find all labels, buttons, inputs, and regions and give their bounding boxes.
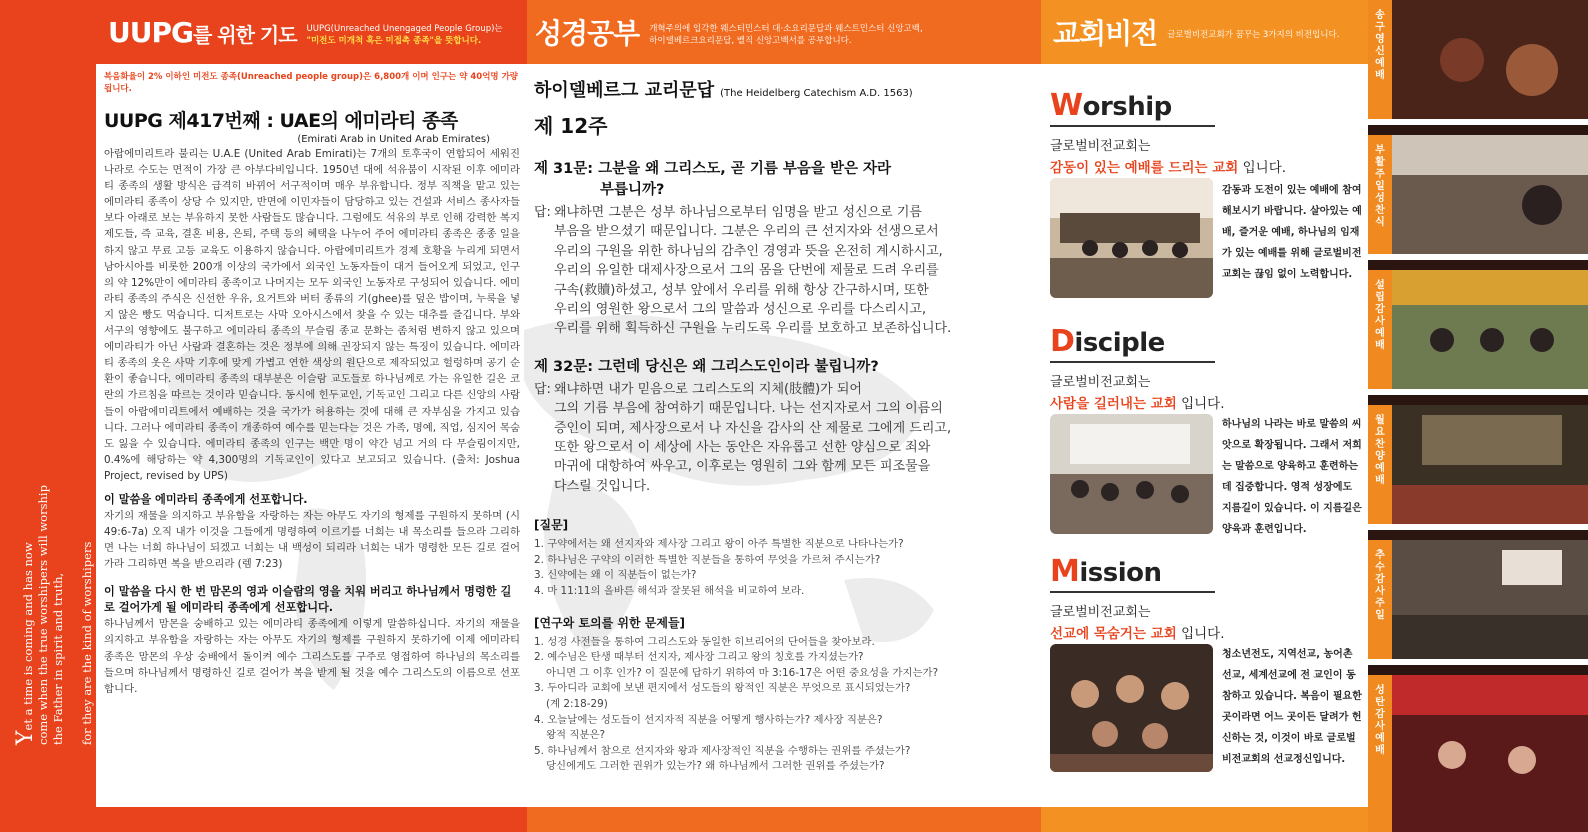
event-photo [1368, 270, 1588, 395]
answer-line: 마귀에 대항하여 싸우고, 이후로는 영원히 그와 함께 모든 피조물을 [554, 459, 931, 475]
footer-bar-red [96, 807, 527, 832]
event-photo-caption: 설립감사예배 [1375, 280, 1385, 351]
proclamation-text-2: 하나님께서 맘몬을 숭배하고 있는 에미라티 종족에게 이렇게 말씀하십니다. 자기의 재물을 의지하고 부유함을 자랑하는 자는 아무도 자기의 형제를 구원하지 못하기에 이제 에미라티 종족은 맘몬의 우상 숭배에서 돌이켜 예수 그리스도를 구주로 영접하여 하나님의 목소리를 들으며 하나님께서 명령하신 길로 걸어가 복을 받게 될 것을 예수 그리스도의 이름으로 선포합니다. [104, 618, 520, 695]
worship-heading [1050, 88, 1215, 127]
bible-study-sub [649, 23, 922, 47]
uupg-suffix: 를 위한 기도 [192, 22, 297, 47]
event-photo-image [1392, 405, 1588, 530]
disciple-desc: 하나님의 나라는 바로 말씀의 씨앗으로 확장됩니다. 그래서 저희는 말씀으로 양육하고 훈련하는데 집중합니다. 영적 성장에도 지름길이 있습니다. 이 지름길은 양육과 훈련입니다. [1222, 419, 1362, 535]
list-item [534, 681, 1004, 712]
disciple-line1: 글로벌비전교회는 [1050, 375, 1151, 390]
event-photo [1368, 0, 1588, 125]
answer-line: 우리의 유일한 대제사장으로서 그의 몸을 단번에 제물로 드려 우리를 [554, 263, 939, 279]
event-photo [1368, 135, 1588, 260]
answer-line: 증인이 되며, 제사장으로서 나 자신을 감사의 산 제물로 그에게 드리고, [554, 420, 952, 436]
worship-block [1050, 88, 1362, 280]
event-photo-image [1392, 540, 1588, 665]
question-32: 제 32문: 그런데 당신은 왜 그리스도인이라 불립니까? [534, 358, 879, 375]
disciple-highlight: 사람을 길러내는 교회 [1050, 396, 1177, 412]
list-item: 3. 신약에는 왜 이 직분들이 없는가? [534, 569, 697, 582]
answer-line: 우리를 위해 획득하신 구원을 누리도록 우리를 보호하고 보존하십니다. [554, 321, 952, 337]
left-verse-strip [0, 0, 109, 832]
mission-end: 입니다. [1176, 626, 1225, 642]
mission-desc: 청소년전도, 지역선교, 농어촌선교, 세계선교에 전 교인이 동참하고 있습니다. 복음이 필요한 곳이라면 어느 곳이든 달려가 헌신하는 것, 이것이 바로 글로벌 비전교회의 선교정신입니다. [1222, 649, 1362, 765]
disciple-line2 [1050, 392, 1358, 412]
uupg-header-title [108, 16, 297, 49]
question-line: 제 31문: 그분을 왜 그리스도, 곧 기름 부음을 받은 자라 [534, 161, 892, 177]
list-item [534, 650, 1004, 681]
uupg-subtitle: (Emirati Arab in United Arab Emirates) [297, 134, 490, 145]
answer-line: 또한 왕으로서 이 세상에 사는 동안은 자유롭고 선한 양심으로 죄와 [554, 440, 931, 456]
questions-list [534, 537, 1004, 599]
answer-label: 답: [534, 205, 551, 220]
list-line: 3. 두아디라 교회에 보낸 편지에서 성도들의 왕적인 직분은 무엇으로 표시되었는가? [534, 682, 911, 695]
list-line: (계 2:18-29) [546, 698, 608, 711]
list-item: 2. 하나님은 구약의 이러한 특별한 직분들을 통하여 무엇을 가르쳐 주시는가? [534, 553, 881, 566]
answer-31 [534, 203, 1004, 339]
study-list [534, 635, 1004, 775]
verse-line: et a time is coming and has now [21, 542, 35, 731]
verse-line: the Father in spirit and truth, [51, 572, 65, 745]
list-line: 왕적 직분은? [546, 729, 606, 742]
worship-cap: W [1050, 88, 1083, 123]
question-line: 부릅니까? [600, 182, 665, 198]
footer-bar-orange [527, 807, 1041, 832]
event-photo-label [1368, 0, 1392, 119]
disciple-heading [1050, 324, 1215, 363]
worship-line1: 글로벌비전교회는 [1050, 139, 1151, 154]
worship-desc: 감동과 도전이 있는 예배에 참여해보시기 바랍니다. 살아있는 예배, 즐거운 예배, 하나님의 임재가 있는 예배를 위해 글로벌비전교회는 끊임 없이 노력합니다. [1222, 185, 1362, 280]
disciple-rest: isciple [1074, 328, 1165, 358]
catechism-title [534, 76, 1004, 102]
vision-title: 교회비전 [1053, 17, 1158, 50]
answer-line: 왜냐하면 내가 믿음으로 그리스도의 지체(肢體)가 되어 [554, 381, 862, 397]
mission-line2 [1050, 622, 1358, 642]
vision-header [1041, 0, 1368, 64]
list-item: 1. 구약에서는 왜 선지자와 제사장 그리고 왕이 아주 특별한 직분으로 나타나는가? [534, 538, 904, 551]
event-photo-strip [1368, 0, 1588, 832]
questions-heading: [질문] [534, 518, 569, 533]
event-photo [1368, 540, 1588, 665]
uupg-header [96, 0, 527, 64]
event-photo-label [1368, 675, 1392, 832]
mission-heading [1050, 554, 1215, 593]
proclamation-text: 자기의 재물을 의지하고 부유함을 자랑하는 자는 아무도 자기의 형제를 구원하지 못하며 (시49:6-7a) 오직 내가 이것을 그들에게 명령하여 이르기를 너희는 내 목소리를 들으라 그리하면 나는 너희 하나님이 되겠고 너희는 내 백성이 되리라 너희는 내가 명령한 모든 길로 걸어가라 그리하면 복을 받으리라 (렘 7:23) [104, 509, 520, 571]
event-photo-label [1368, 405, 1392, 524]
event-photo-caption: 추수감사주일 [1375, 550, 1385, 621]
event-photo [1368, 405, 1588, 530]
verse-initial: Y [13, 730, 38, 745]
worship-rest: orship [1082, 92, 1172, 122]
proclamation-heading-2: 이 말씀을 다시 한 번 맘몬의 영과 이슬람의 영을 치워 버리고 하나님께서 명령한 길로 걸어가게 될 에미라티 종족에게 선포합니다. [104, 585, 512, 615]
answer-line: 그의 기름 부음에 참여하기 때문입니다. 나는 선지자로서 그의 이름의 [554, 401, 943, 417]
worship-end: 입니다. [1238, 160, 1287, 176]
answer-line: 다스릴 것입니다. [554, 478, 651, 494]
list-line: 당신에게도 그러한 권위가 있는가? 왜 하나님께서 그러한 권위를 주셨는가? [546, 760, 885, 773]
event-photo-caption: 송구영신예배 [1375, 10, 1385, 81]
vision-sub: 글로벌비전교회가 꿈꾸는 3가지의 비전입니다. [1167, 30, 1340, 40]
event-photo-image [1392, 0, 1588, 125]
disciple-photo-image [1050, 414, 1213, 534]
uupg-sub-line: "미전도 미개척 혹은 미접촉 종족"을 뜻합니다. [306, 36, 482, 46]
john-verse [13, 145, 111, 745]
answer-label: 답: [534, 381, 551, 397]
catechism-title-en: (The Heidelberg Catechism A.D. 1563) [720, 88, 913, 99]
uupg-note: 복음화율이 2% 이하인 미전도 종족(Unreached people group)은 6,800개 이며 인구는 약 40억명 가량 됩니다. [104, 72, 518, 94]
uupg-column [104, 70, 520, 697]
list-item: 1. 성경 사전들을 통하여 그리스도와 동일한 히브리어의 단어들을 찾아보라. [534, 635, 875, 648]
uupg-body: 아랍에미리트라 불리는 U.A.E (United Arab Emirati)는 7개의 토후국이 연합되어 세워진 나라로 수도는 면적이 가장 큰 아부다비입니다. 1950년 대에 석유붐이 시작된 이후 에미라티 종족의 생활 방식은 급격히 바뀌어 서구적이며 매우 부유합니다. 정부 직책을 맡고 있는 에미라티 종족이 상당 수 있지만, 반면에 이민자들이 담당하고 있는 건설과 서비스 종사자들보다 아래로 보는 부유하지 못한 사람들도 많습니다. 그럼에도 석유의 부로 인해 강력한 복지 제도들, 즉 교육, 결혼 비용, 은퇴, 주택 등의 혜택을 나누어 주어 에미라티 종족은 종종 일을 하지 않고 무료 고등 교육도 이용하지 않습니다. 아랍에미리트가 경제 호황을 누리게 되면서 남아시아를 비롯한 200개 이상의 국가에서 외국인 노동자들이 대거 들어오게 되었고, 인구의 약 12%만이 에미라티 종족이고 나머지는 모두 외국인 노동자로 구성되어 있습니다. 에미라티 종족의 주식은 신선한 우유, 요거트와 버터 종류의 기(ghee)를 덮은 밥이며, 누룩을 넣지 않은 빵도 먹습니다. 디저트로는 사막 오아시스에서 찾을 수 있는 대추를 즐깁니다. 부와 서구의 영향에도 불구하고 에미라티 종족의 무슬림 종교 문화는 좀처럼 변하지 않고 있으며 에미라티가 아닌 사람과 결혼하는 것은 정부에 의해 권장되지 않는 특징이 있습니다. 에미라티 종족의 옷은 사막 기후에 맞게 가볍고 연한 색상의 원단으로 제작되었고 헐렁하며 공기 순환이 좋습니다. 에미라티 종족의 대부분은 이슬람 교도들로 하나님께로 가는 유일한 길은 코란의 가르침을 따르는 것이라 믿습니다. 동시에 힌두교인, 기독교인 그리고 다른 신앙의 사람들이 아랍에미리트에서 예배하는 것을 국가가 허용하는 것에 대해 큰 자부심을 가지고 있습니다. 그러나 에미라티 종족이 개종하여 예수를 믿는다는 것은 가족, 명예, 직업, 심지어 목숨도 잃을 수 있습니다. 에미라티 종족의 인구는 백만 명이 약간 넘고 거의 다 무슬림이지만, 0.4%에 해당하는 약 4,300명의 기독교인이 있다고 보고되고 있습니다. (출처: Joshua Project, revised by UPS) [104, 148, 520, 482]
worship-photo-image [1050, 178, 1213, 298]
question-31 [534, 159, 1004, 201]
proclamation-heading: 이 말씀을 에미라티 종족에게 선포합니다. [104, 492, 308, 506]
worship-highlight: 감동이 있는 예배를 드리는 교회 [1050, 160, 1239, 176]
list-line: 2. 예수님은 탄생 때부터 선지자, 제사장 그리고 왕의 칭호를 가지셨는가? [534, 651, 864, 664]
event-photo-image [1392, 675, 1588, 832]
mission-cap: M [1050, 554, 1080, 589]
catechism-column [534, 76, 1004, 775]
uupg-title: UUPG 제417번째 : UAE의 에미라티 종족 [104, 110, 458, 132]
event-photo [1368, 675, 1588, 832]
bible-study-header [527, 0, 1041, 64]
disciple-cap: D [1050, 324, 1075, 359]
uupg-word: UUPG [108, 15, 193, 49]
answer-line: 우리의 영원한 왕으로서 그의 말씀과 성신으로 우리를 다스리시고, [554, 302, 927, 318]
event-photo-caption: 월요찬양예배 [1375, 415, 1385, 486]
footer-bar-amber [1041, 807, 1368, 832]
mission-rest: ission [1079, 558, 1162, 588]
answer-line: 구속(救贖)하셨고, 성부 앞에서 우리를 위해 항상 간구하시며, 또한 [554, 282, 929, 298]
answer-line: 우리의 구원을 위한 하나님의 감추인 경영과 뜻을 온전히 계시하시고, [554, 243, 943, 259]
disciple-block [1050, 324, 1362, 535]
verse-line: for they are the kind of worshipers [80, 541, 94, 745]
catechism-title-ko: 하이델베르그 교리문답 [534, 80, 715, 101]
disciple-end: 입니다. [1176, 396, 1225, 412]
catechism-week: 제 12주 [534, 114, 608, 138]
uupg-header-sub [307, 23, 503, 47]
event-photo-caption: 부활주일 성찬식 [1375, 145, 1385, 228]
answer-line: 부음을 받으셨기 때문입니다. 그분은 우리의 큰 선지자와 선생으로서 [554, 224, 939, 240]
answer-32 [534, 380, 1004, 496]
list-item: 4. 마 11:11의 올바른 해석과 잘못된 해석을 비교하여 보라. [534, 585, 805, 598]
mission-photo [1050, 644, 1213, 772]
verse-line: come when the true worshipers will worship [36, 485, 50, 745]
event-photo-label [1368, 135, 1392, 254]
mission-photo-image [1050, 644, 1213, 772]
bible-sub-line: 개혁주의에 입각한 웨스터민스터 대·소요리문답과 웨스트민스터 신앙고백, [649, 24, 923, 34]
mission-block [1050, 554, 1362, 765]
event-photo-label [1368, 270, 1392, 389]
mission-line1: 글로벌비전교회는 [1050, 605, 1151, 620]
list-line: 4. 오늘날에는 성도들이 선지자적 직분을 어떻게 행사하는가? 제사장 직분은? [534, 713, 883, 726]
mission-highlight: 선교에 목숨거는 교회 [1050, 626, 1177, 642]
event-photo-image [1392, 135, 1588, 260]
bible-sub-line: 하이델베르크요리문답, 벨직 신앙고백서를 공부합니다. [649, 36, 852, 46]
list-line: 5. 하나님께서 참으로 선지자와 왕과 제사장적인 직분을 수행하는 권위를 주셨는가? [534, 744, 911, 757]
event-photo-caption: 성탄감사예배 [1375, 685, 1385, 756]
verse-ref: [John 4:23] [98, 584, 109, 641]
worship-photo [1050, 178, 1213, 298]
event-photo-image [1392, 270, 1588, 395]
uupg-sub-line: UUPG(Unreached Unengaged People Group)는 [306, 24, 503, 34]
list-item [534, 744, 1004, 775]
bible-study-title: 성경공부 [535, 17, 640, 50]
event-photo-label [1368, 540, 1392, 659]
disciple-photo [1050, 414, 1213, 534]
study-heading: [연구와 토의를 위한 문제들] [534, 615, 686, 630]
verse-line: the Father seeks. [95, 644, 109, 745]
answer-line: 왜냐하면 그분은 성부 하나님으로부터 임명을 받고 성신으로 기름 [554, 205, 922, 220]
list-item [534, 713, 1004, 744]
list-line: 아니면 그 이후 인가? 이 질문에 답하기 위하여 마 3:16-17은 어떤 중요성을 가지는가? [546, 666, 939, 679]
worship-line2 [1050, 156, 1358, 176]
